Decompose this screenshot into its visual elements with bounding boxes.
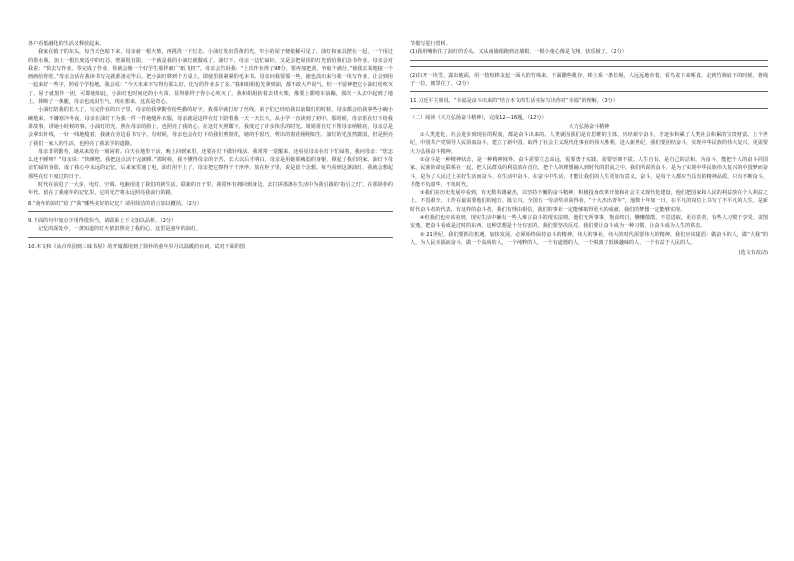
question-9-quote: 记忆的深处中，一盏知道的灯火依旧照亮了我的心，这里是童年的油灯。 <box>38 226 202 233</box>
source-note: (选文有改动) <box>738 250 768 257</box>
answer-line-10b[interactable] <box>410 91 768 92</box>
answer-line-10a-2[interactable] <box>410 66 768 67</box>
article-para-4: ④但我们也应该看到，现实生活中确有一些人难言奋斗的现实法则，他们无所事事，饱食终日，懒懒散散，不思进取。更有甚者，有些人习惯于享受，贪图安逸，把奋斗看成是过时的东西。这种思想是十分有害的，我们要坚决反对。我们要让奋斗成为一种习惯，让奋斗成为人生的常态。 <box>410 215 768 230</box>
question-10-a: (1)我用嘴衔住了油灯的舌头，又从南墙根跑到北墙根，一根小童心像是飞翔，快乐极了。（2分） <box>410 49 627 56</box>
answer-line-11[interactable] <box>410 108 768 109</box>
question-11: 11.习近平主席说，“幸福是奋斗出来的”结合本文的生活实际写出你对“幸福”的理解。（3分） <box>410 98 618 105</box>
paragraph-3: 母亲非常勤劳，她从来没有一刻闲着。白天在地里干活，晚上回到家里，还要在灯下做针线活。我常常一觉醒来，还看见母亲在灯下忙碌着。我问母亲：“您怎么还不睡呀？”母亲说：“快睡吧，我把这点活干完就睡。”那时候，我不懂得母亲的辛苦，长大以后才明白，母亲是用她那瘦弱的身躯，撑起了我们的家。油灯下母亲忙碌的身影，成了我心中永远的记忆。后来家里通了电，油灯用不上了，母亲把它擦得干干净净，放在柜子里，说是留个念想。每当看到这盏油灯，我就会想起那些在灯下度过的日子。 <box>28 148 393 180</box>
section-2-heading: （二）阅读《大力弘扬奋斗精神》，完成12—16题。（12分） <box>410 115 547 122</box>
answer-line-10a[interactable] <box>410 60 768 61</box>
question-8: 8.“童年的油灯”给了“我”哪些美好的记忆？请用简洁的语言加以概括。（2分） <box>28 200 203 207</box>
paragraph-0: 各户看低融化的生活又释放起来。 <box>28 41 105 47</box>
answer-line-9[interactable] <box>28 237 393 238</box>
paragraph-2: 小油灯陪我的长大了，写完作业的日子里，母亲给我拿勤劳给些勤的好字，我那早就打好了丝线，弟子们已经给我以前做灯的时候，母亲都会给我拿些小碗小碗地来，不嫌寒冷冬夜。母亲在油灯下为我一件一件地缝补衣服，母亲就是这样在灯下陪着我一天一天长大，从小学一直读到了初中。那时候，母亲常在灯下给我讲故事，讲她小时候的事。小油灯的光，照在母亲的脸上，也照亮了我的心。在这灯火照耀下，我度过了许多快乐的时光。姐姐常在灯下帮母亲纳鞋底，母亲总是会拿出针线，一针一线地缝着，我就在旁边看书写字。有时候，母亲也会在灯下给我们剪窗花，她的手很巧，剪出的窗花栩栩如生。油灯的光虽然微弱，但是照亮了我们一家人的生活，也照亮了我求学的道路。 <box>28 107 393 147</box>
question-10-b: (2)扫开一块雪，露出地面，用一枝短棒支起一面大的竹筛来，下面撒些秕谷，棒上系一条长绳，人远远地牵着，看鸟雀下来啄食，走到竹筛底下的时候，将绳子一拉，便罩住了。（2分） <box>410 72 768 87</box>
paragraph-4: 时代在前进了一大步，电灯、空调、电脑用进了我们的新生活。联新的日子里，我常怀有拥回到身边，去打拼那盏在生活中为我引路的‘指引之灯’。在那简朴的年代，留在了我童年的记忆里，它的光芒将永远照亮我前行的路。 <box>28 182 393 197</box>
question-10: 10.本文和《从百草园到三味书屋》的开篇都用到了简朴的童年岁月以温暖的台词，试对下面的图 <box>28 243 245 250</box>
article-para-5: ⑤ 21世纪，我们要抓住机遇，加快发展，必须始终保持奋斗的精神。伟大的事业，伟大的时代需要伟大的精神。我们应该提倡：做奋斗的人，做“大我”的人，为人民幸福而奋斗，做一个高尚的人，一个纯粹的人，一个有道德的人，一个脱离了低级趣味的人，一个有益于人民的人。 <box>410 231 768 246</box>
article-title: 大力弘扬奋斗精神 <box>568 123 610 130</box>
article-para-2: ②奋斗是一种精神状态，是一种精神境界。奋斗需要立志高远，需要勇于实践，需要坚韧不拔。人生自有，是自己的总和。为奋斗，能把个人的奋斗同国家、民族的命运联系在一起，把人民群众的利益放在首位，把个人的理想融入到时代的洪流之中。我们所说的奋斗，是为了实现中华民族伟大复兴的中国梦而奋斗，是为了人民过上美好生活而奋斗。在生活中奋斗、在奋斗中生活，才能让我们的人生更加有意义。奋斗，是每个人都应当具有的精神品质，只有不断奋斗，才能不负韶华，不负时代。 <box>410 156 768 188</box>
right-column <box>410 40 768 258</box>
paragraph-1: 我家在镇子的东头，每当天色暗下来，母亲就一根火柴，再挑洗一下灯芯，小油灯发出昏黄的光，窄小的屋子便依稀可见了。油灯和家具摆在一起，一个用过的墨水瓶，加上一根长度适中的灯芯，壁面很有限，一个就是我的小油灯就做成了。油灯下，母亲一边忙碌针，又是会把屋顶的灯光留给我们念书作业。母亲会对我说：“快去写作业。等完成了作业，你就会像一个好学生那样被广‘纸飞机’”。母亲会告诉我：“上次作业得了98分，要再加把劲，争取个满分。”使我去某地接一个画画给你吃。”母亲会话在我读书写完就准备完毕后，把小油灯移到个方桌上，即使里我紧紧的毛本书。母亲问我要那一些，她也淡出来与我一块写作业，让会到用一起来好一些字，照看个学校地。我会说：“今天未来字写得有那么好，比写的作业多了多。”我和姐姐抢先拿到油，都不敢大声说气，怕一不留神把它小油灯给吹灭了，屋子就黑作一团，可即使如此，小油灯也时间还的小火苗，显得那样子你小心吹灭了。我和姐姐抬着去找火柴，像要上都啃车前蹦，那次一头去中起到了地上，摔断了一条腿，母亲也流泪生气，现在想来，这真是奇心。 <box>28 49 393 106</box>
article-para-3: ③我们在历史发展中看到，有无数英雄豪杰，以坚持不懈的奋斗精神，积极投身改革开放和社会主义现代化建设，他们把国家和人民的利益放在个人利益之上，不畏艰辛，工作在最需要他们的地方。陈宝兴，全国五一劳动奖章获得者，“十大杰出青年”，他数十年如一日，在平凡的岗位上书写了不平凡的人生，是新时代奋斗者的代表。有这样的奋斗者，我们有理由相信，我们的事业一定能够取得更大的成就，我们的梦想一定能够实现。 <box>410 190 768 213</box>
article-para-1: ①人类进化，社会进步到现在的程度，都是奋斗出来的。人类就因我们是有思维的主体，历经艰辛奋斗，才逐步积累了人类社会积累的宝贵财富。上个世纪，中国共产党领导人民浴血奋斗，建立了新中国，取得了社会主义现代化事业的伟大胜利。进入新世纪，我们要团结奋斗，实现中华民族的伟大复兴，更需要大力弘扬奋斗精神。 <box>410 132 768 155</box>
question-10-cont: 节描写进行赏析。 <box>410 41 451 47</box>
question-9: 9.下面的句中加点字用得很恰当，请联系上下文加以品析。（2分） <box>28 217 177 224</box>
left-column <box>28 40 393 251</box>
answer-line-8[interactable] <box>28 211 393 212</box>
